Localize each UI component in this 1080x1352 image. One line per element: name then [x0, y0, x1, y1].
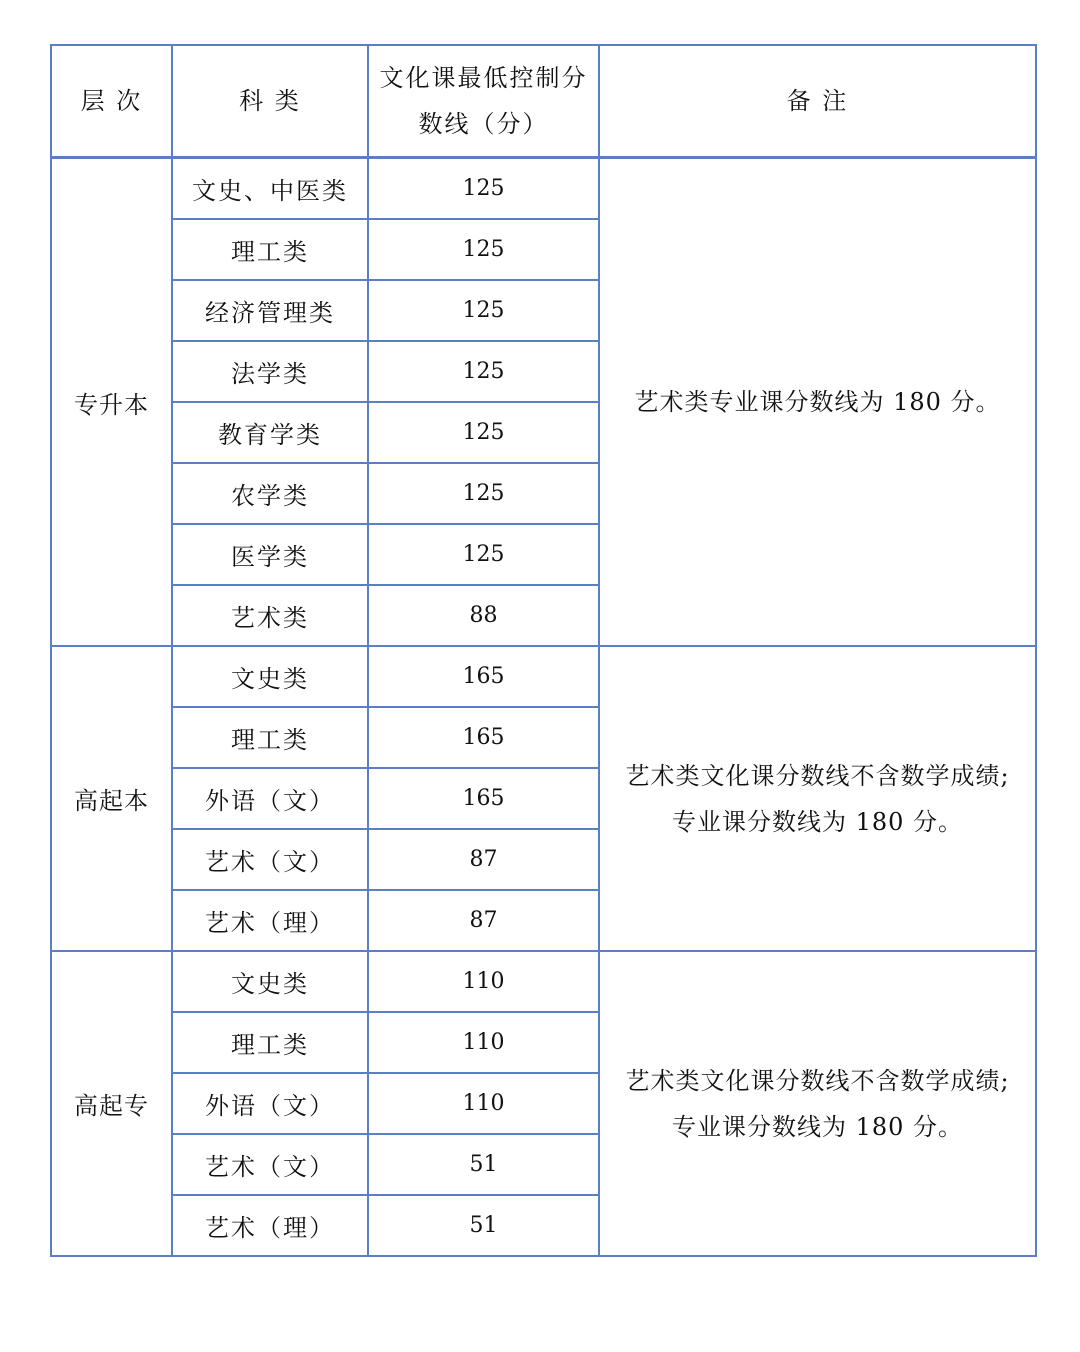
score-cell: 125: [368, 524, 599, 585]
score-cell: 165: [368, 646, 599, 707]
score-cell: 165: [368, 707, 599, 768]
note-cell: [599, 646, 1036, 951]
note-cell: [599, 158, 1036, 647]
note-line: 艺术类专业课分数线为 180 分。: [634, 388, 1001, 416]
subject-cell: 外语（文）: [172, 1073, 368, 1134]
level-cell: 专升本: [51, 158, 172, 647]
score-cell: 87: [368, 890, 599, 951]
subject-cell: 艺术（文）: [172, 1134, 368, 1195]
subject-cell: 文史类: [172, 646, 368, 707]
score-table: [50, 44, 1037, 1257]
header-score-line2: 数线（分）: [418, 110, 549, 138]
note-cell: [599, 951, 1036, 1256]
score-cell: 110: [368, 1073, 599, 1134]
score-cell: 51: [368, 1134, 599, 1195]
score-cell: 125: [368, 463, 599, 524]
score-cell: 165: [368, 768, 599, 829]
header-level: 层 次: [51, 45, 172, 158]
subject-cell: 经济管理类: [172, 280, 368, 341]
header-subject: 科 类: [172, 45, 368, 158]
score-cell: 125: [368, 341, 599, 402]
score-cell: 110: [368, 1012, 599, 1073]
score-cell: 110: [368, 951, 599, 1012]
note-line: 专业课分数线为 180 分。: [671, 807, 964, 836]
level-cell: 高起本: [51, 646, 172, 951]
header-score-line1: 文化课最低控制分: [379, 64, 588, 92]
header-row: [51, 45, 1036, 158]
subject-cell: 文史类: [172, 951, 368, 1012]
subject-cell: 艺术（理）: [172, 890, 368, 951]
header-note: 备 注: [599, 45, 1036, 158]
subject-cell: 外语（文）: [172, 768, 368, 829]
score-cell: 125: [368, 280, 599, 341]
note-line: 艺术类文化课分数线不含数学成绩;: [625, 761, 1010, 790]
table-row: [51, 951, 1036, 1012]
score-cell: 125: [368, 158, 599, 220]
header-score: [368, 45, 599, 158]
level-cell: 高起专: [51, 951, 172, 1256]
score-cell: 87: [368, 829, 599, 890]
table-row: [51, 646, 1036, 707]
subject-cell: 教育学类: [172, 402, 368, 463]
subject-cell: 文史、中医类: [172, 158, 368, 220]
subject-cell: 理工类: [172, 219, 368, 280]
subject-cell: 法学类: [172, 341, 368, 402]
note-line: 专业课分数线为 180 分。: [671, 1112, 964, 1141]
subject-cell: 理工类: [172, 1012, 368, 1073]
subject-cell: 农学类: [172, 463, 368, 524]
note-line: 艺术类文化课分数线不含数学成绩;: [625, 1066, 1010, 1095]
subject-cell: 理工类: [172, 707, 368, 768]
subject-cell: 艺术（理）: [172, 1195, 368, 1256]
subject-cell: 艺术（文）: [172, 829, 368, 890]
subject-cell: 艺术类: [172, 585, 368, 646]
score-cell: 125: [368, 219, 599, 280]
score-cell: 125: [368, 402, 599, 463]
table-row: [51, 158, 1036, 220]
score-cell: 88: [368, 585, 599, 646]
score-cell: 51: [368, 1195, 599, 1256]
subject-cell: 医学类: [172, 524, 368, 585]
